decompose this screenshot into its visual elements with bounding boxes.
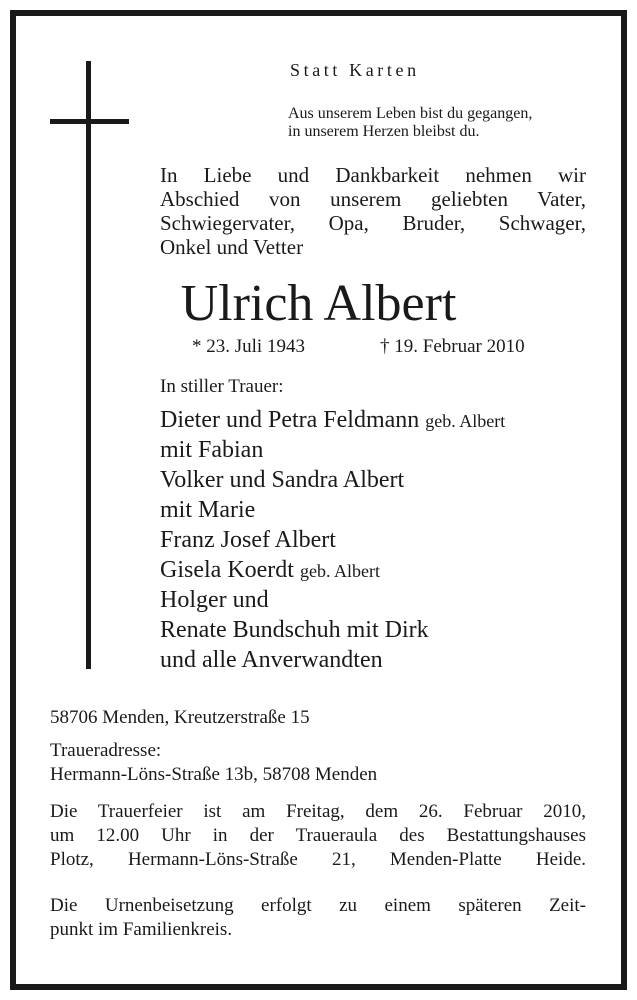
intro-line: Schwiegervater, Opa, Bruder, Schwager, (160, 211, 586, 235)
mourner-name: und alle Anverwandten (160, 647, 383, 673)
mourning-label: In stiller Trauer: (160, 376, 284, 397)
mourner-line (160, 525, 505, 555)
mourner-name: Gisela Koerdt (160, 557, 294, 583)
mourner-note: geb. Albert (425, 411, 506, 431)
service-line: um 12.00 Uhr in der Traueraula des Bestattungshauses (50, 825, 586, 846)
mourner-line (160, 435, 505, 465)
mourner-name: Volker und Sandra Albert (160, 467, 405, 493)
service-line: Die Trauerfeier ist am Freitag, dem 26. Februar 2010, (50, 801, 586, 822)
cross-vertical-bar (86, 61, 91, 669)
mourner-line (160, 585, 505, 615)
home-address: 58706 Menden, Kreutzerstraße 15 (50, 707, 310, 728)
mourner-name: mit Marie (160, 497, 256, 523)
cross-horizontal-bar (50, 119, 129, 124)
intro-line: Abschied von unserem geliebten Vater, (160, 187, 586, 211)
mourner-name: Franz Josef Albert (160, 527, 336, 553)
mourner-name: Holger und (160, 587, 269, 613)
birth-date: * 23. Juli 1943 (192, 336, 305, 357)
verse-line: in unserem Herzen bleibst du. (288, 123, 480, 140)
death-date: † 19. Februar 2010 (380, 336, 525, 357)
mourning-address-block (50, 739, 377, 787)
mourning-address-label: Traueradresse: (50, 740, 162, 761)
verse (288, 105, 532, 141)
intro-line: Onkel und Vetter (160, 235, 304, 259)
funeral-service-text (50, 800, 586, 872)
mourner-line (160, 645, 505, 675)
mourner-line (160, 555, 505, 585)
mourner-name: mit Fabian (160, 437, 264, 463)
mourner-note: geb. Albert (299, 561, 380, 581)
mourner-line (160, 405, 505, 435)
mourner-line (160, 465, 505, 495)
mourner-name: Renate Bundschuh mit Dirk (160, 617, 429, 643)
mourner-line (160, 615, 505, 645)
mourner-line (160, 495, 505, 525)
heading-statt-karten: Statt Karten (290, 60, 420, 80)
urn-line: Die Urnenbeisetzung erfolgt zu einem späteren Zeit- (50, 895, 586, 916)
urn-line: punkt im Familienkreis. (50, 919, 233, 940)
intro-line: In Liebe und Dankbarkeit nehmen wir (160, 163, 586, 187)
mourner-name: Dieter und Petra Feldmann (160, 407, 420, 433)
service-line: Plotz, Hermann-Löns-Straße 21, Menden-Platte Heide. (50, 849, 586, 870)
mourning-address: Hermann-Löns-Straße 13b, 58708 Menden (50, 764, 378, 785)
urn-burial-text (50, 894, 586, 942)
deceased-name: Ulrich Albert (180, 275, 457, 332)
mourners-list (160, 405, 505, 675)
verse-line: Aus unserem Leben bist du gegangen, (288, 105, 533, 122)
intro-text (160, 163, 586, 259)
